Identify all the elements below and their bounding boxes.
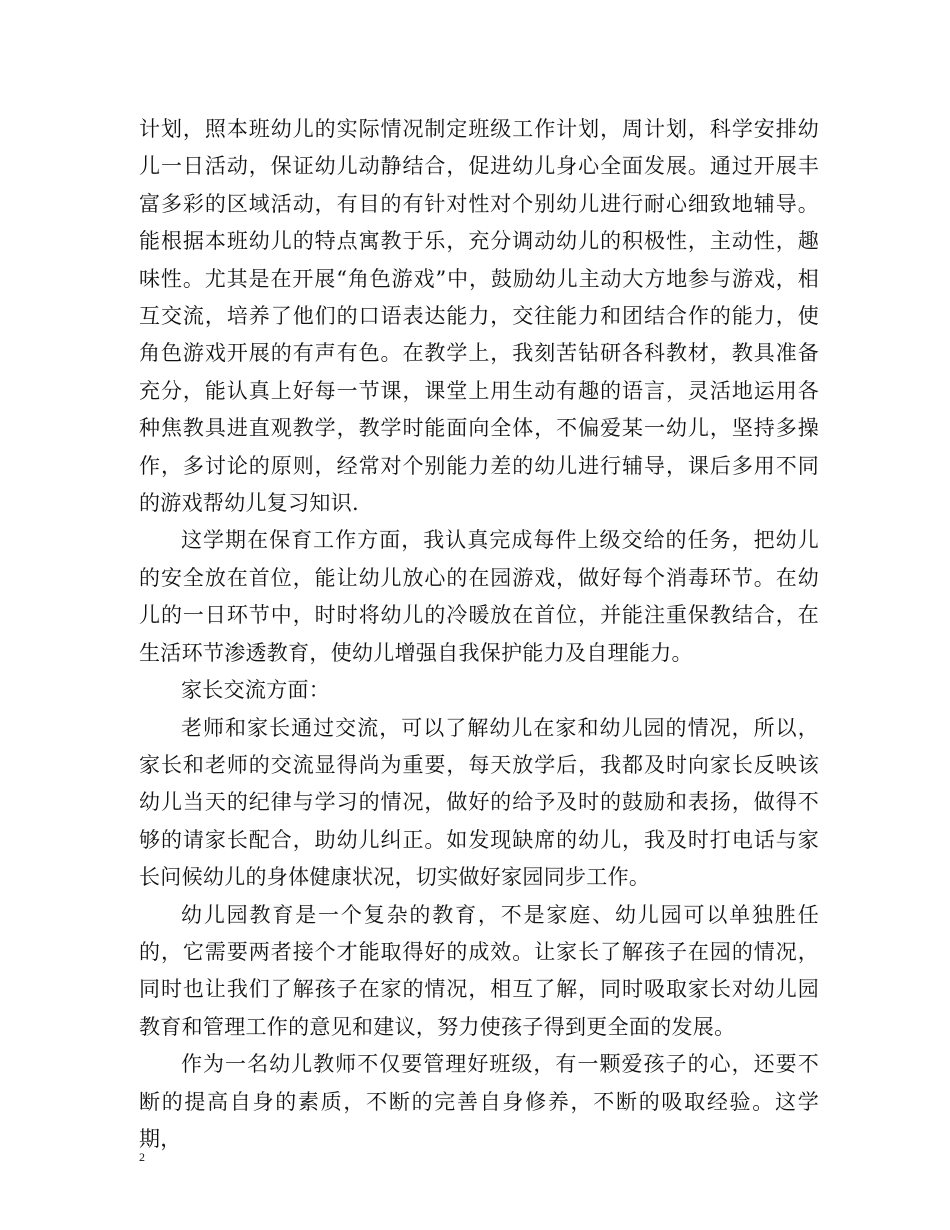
paragraph-4: 老师和家长通过交流，可以了解幼儿在家和幼儿园的情况，所以，家长和老师的交流显得尚为重要，每天放学后，我都及时向家长反映该幼儿当天的纪律与学习的情况，做好的给予及时的鼓励和表扬，做得不够的请家长配合，助幼儿纠正。如发现缺席的幼儿，我及时打电话与家长问候幼儿的身体健康状况，切实做好家园同步工作。 — [139, 715, 819, 890]
paragraph-1: 计划，照本班幼儿的实际情况制定班级工作计划，周计划，科学安排幼儿一日活动，保证幼儿动静结合，促进幼儿身心全面发展。通过开展丰富多彩的区域活动，有目的有针对性对个别幼儿进行耐心细致地辅导。能根据本班幼儿的特点寓教于乐，充分调动幼儿的积极性，主动性，趣味性。尤其是在开展“角色游戏”中，鼓励幼儿主动大方地参与游戏，相互交流，培养了他们的口语表达能力，交往能力和团结合作的能力，使角色游戏开展的有声有色。在教学上，我刻苦钻研各科教材，教具准备充分，能认真上好每一节课，课堂上用生动有趣的语言，灵活地运用各种焦教具进直观教学，教学时能面向全体，不偏爱某一幼儿，坚持多操作，多讨论的原则，经常对个别能力差的幼儿进行辅导，课后多用不同的游戏帮幼儿复习知识. — [139, 117, 819, 516]
paragraph-2: 这学期在保育工作方面，我认真完成每件上级交给的任务，把幼儿的安全放在首位，能让幼儿放心的在园游戏，做好每个消毒环节。在幼儿的一日环节中，时时将幼儿的冷暖放在首位，并能注重保教结合，在生活环节渗透教育，使幼儿增强自我保护能力及自理能力。 — [139, 528, 819, 665]
paragraph-6: 作为一名幼儿教师不仅要管理好班级，有一颗爱孩子的心，还要不断的提高自身的素质，不断的完善自身修养，不断的吸取经验。这学期， — [139, 1052, 819, 1151]
page-number: 2 — [139, 1150, 145, 1164]
paragraph-3-heading: 家长交流方面： — [181, 678, 331, 703]
paragraph-5: 幼儿园教育是一个复杂的教育，不是家庭、幼儿园可以单独胜任的，它需要两者接个才能取得好的成效。让家长了解孩子在园的情况，同时也让我们了解孩子在家的情况，相互了解，同时吸取家长对幼儿园教育和管理工作的意见和建议，努力使孩子得到更全面的发展。 — [139, 902, 819, 1039]
document-body — [139, 111, 819, 1158]
